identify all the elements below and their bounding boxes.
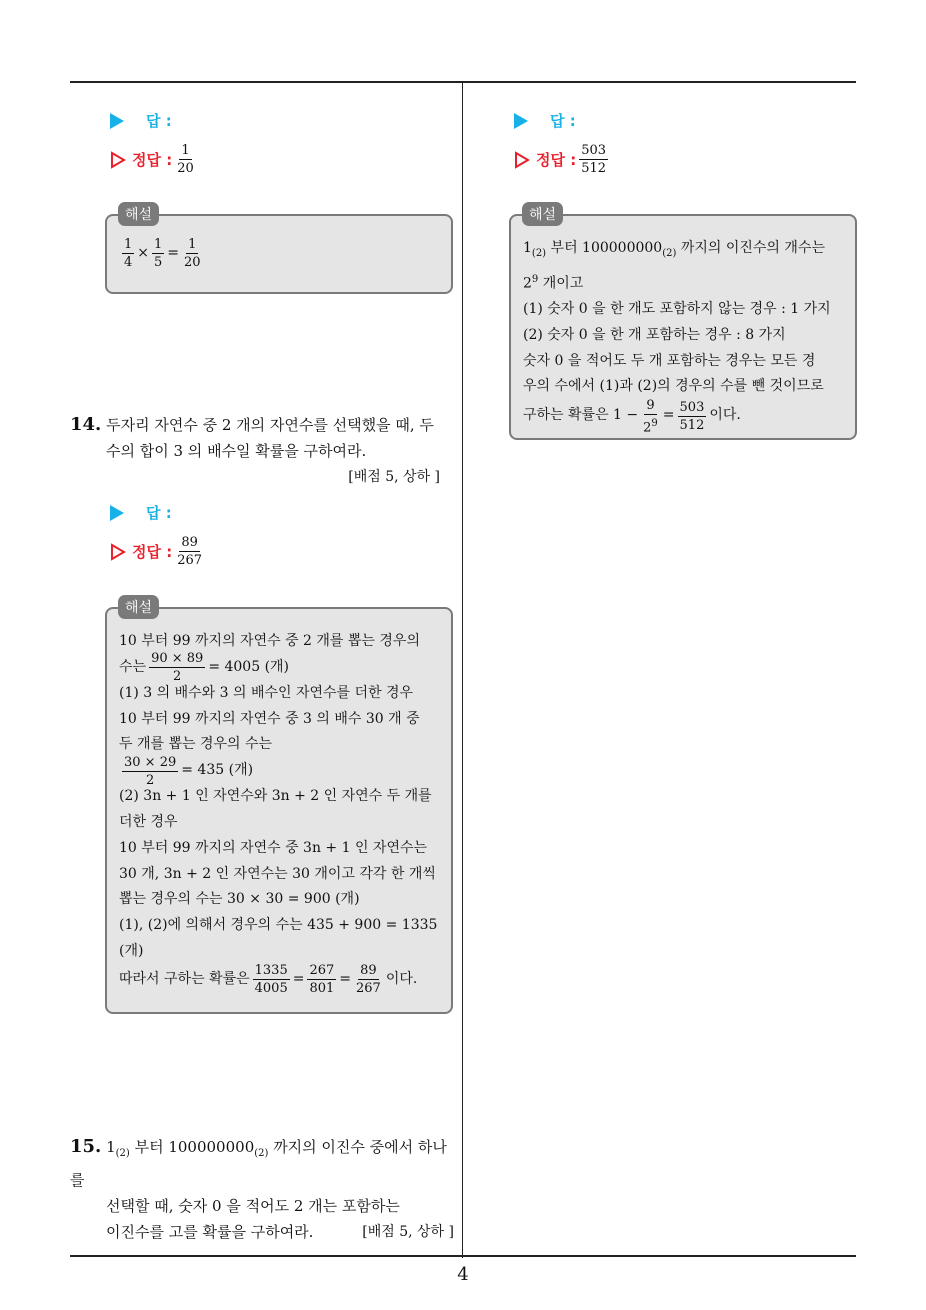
q15-correct-row: 정답 : $\frac{503}{512}$ bbox=[514, 142, 611, 177]
q15-number: 15. bbox=[70, 1136, 102, 1157]
column-divider bbox=[462, 82, 463, 1258]
top-rule bbox=[70, 81, 856, 83]
answer-arrow-icon bbox=[514, 113, 528, 129]
q14-points: [배점 5, 상하 ] bbox=[348, 469, 440, 485]
q13-explanation-box: $\frac{1}{4}$ × $\frac{1}{5}$ = $\frac{1}{20}$ bbox=[105, 214, 453, 294]
q13-correct-row bbox=[110, 142, 199, 177]
bottom-rule bbox=[70, 1255, 856, 1257]
q15-question: 15. $1_{(2)}$ 부터 $100000000_{(2)}$ 까지의 이진수 중에서 하나를 선택할 때, 숫자 0 을 적어도 2 개는 포함하는 이진수를 고를 확률을 구하여라. [배점 5, 상하 ] bbox=[70, 1134, 454, 1245]
q14-explanation-box: 10 부터 99 까지의 자연수 중 2 개를 뽑는 경우의 수는 $\frac{90 \times 89}{2}$ = 4005 (개) (1) 3 의 배수와 3 의 배수인 자연수를 더한 경우 10 부터 99 까지의 자연수 중 3 의 배수 30 개 중 두 개를 뽑는 경우의 수는 $\frac{30 \times 29}{2}$ = 435 (개) (2) 3n + 1 인 자연수와 3n + 2 인 자연수 두 개를 더한 경우 10 부터 99 까지의 자연수 중 3n + 1 인 자연수는 30 개, 3n + 2 인 자연수는 30 개이고 각각 한 개씩 뽑는 경우의 수는 30 × 30 = 900 (개) (1), (2)에 의해서 경우의 수는 435 + 900 = 1335 (개) 따라서 구하는 확률은 $\frac{1335}{4005}$ = $\frac{267}{801}$ = $\frac{89}{267}$ 이다. bbox=[105, 607, 453, 1014]
explanation-tag: 해설 bbox=[522, 202, 563, 226]
correct-arrow-icon bbox=[110, 543, 126, 561]
q15-answer-fraction: $\frac{503}{512}$ bbox=[581, 143, 607, 176]
q15-points: [배점 5, 상하 ] bbox=[362, 1224, 454, 1240]
answer-arrow-icon bbox=[110, 113, 124, 129]
explanation-tag: 해설 bbox=[118, 202, 159, 226]
correct-label: 정답 : bbox=[132, 151, 173, 169]
q14-question: 14. 두자리 자연수 중 2 개의 자연수를 선택했을 때, 두 수의 합이 3 의 배수일 확률을 구하여라. [배점 5, 상하 ] bbox=[70, 412, 440, 490]
q13-answer-fraction: $\frac{1}{20}$ bbox=[177, 143, 194, 176]
explanation-tag: 해설 bbox=[118, 595, 159, 619]
answer-label: 답 : bbox=[146, 112, 172, 130]
q15-explanation-box: $1_{(2)}$ 부터 $100000000_{(2)}$ 까지의 이진수의 개수는 $2^9$ 개이고 (1) 숫자 0 을 한 개도 포함하지 않는 경우 : 1 가지 (2) 숫자 0 을 한 개 포함하는 경우 : 8 가지 숫자 0 을 적어도 두 개 포함하는 경우는 모든 경 우의 수에서 (1)과 (2)의 경우의 수를 뺀 것이므로 구하는 확률은 1 − $\frac{9}{2^9}$ = $\frac{503}{512}$ 이다. bbox=[509, 214, 857, 440]
q14-answer-row: 답 : bbox=[110, 502, 172, 523]
correct-arrow-icon bbox=[110, 151, 126, 169]
q14-answer-fraction: $\frac{89}{267}$ bbox=[177, 535, 203, 568]
q14-number: 14. bbox=[70, 414, 102, 435]
q13-answer-row bbox=[110, 110, 172, 131]
q14-correct-row: 정답 : $\frac{89}{267}$ bbox=[110, 534, 207, 569]
q15-answer-row: 답 : bbox=[514, 110, 576, 131]
correct-arrow-icon bbox=[514, 151, 530, 169]
answer-arrow-icon bbox=[110, 505, 124, 521]
page-number: 4 bbox=[457, 1264, 469, 1285]
